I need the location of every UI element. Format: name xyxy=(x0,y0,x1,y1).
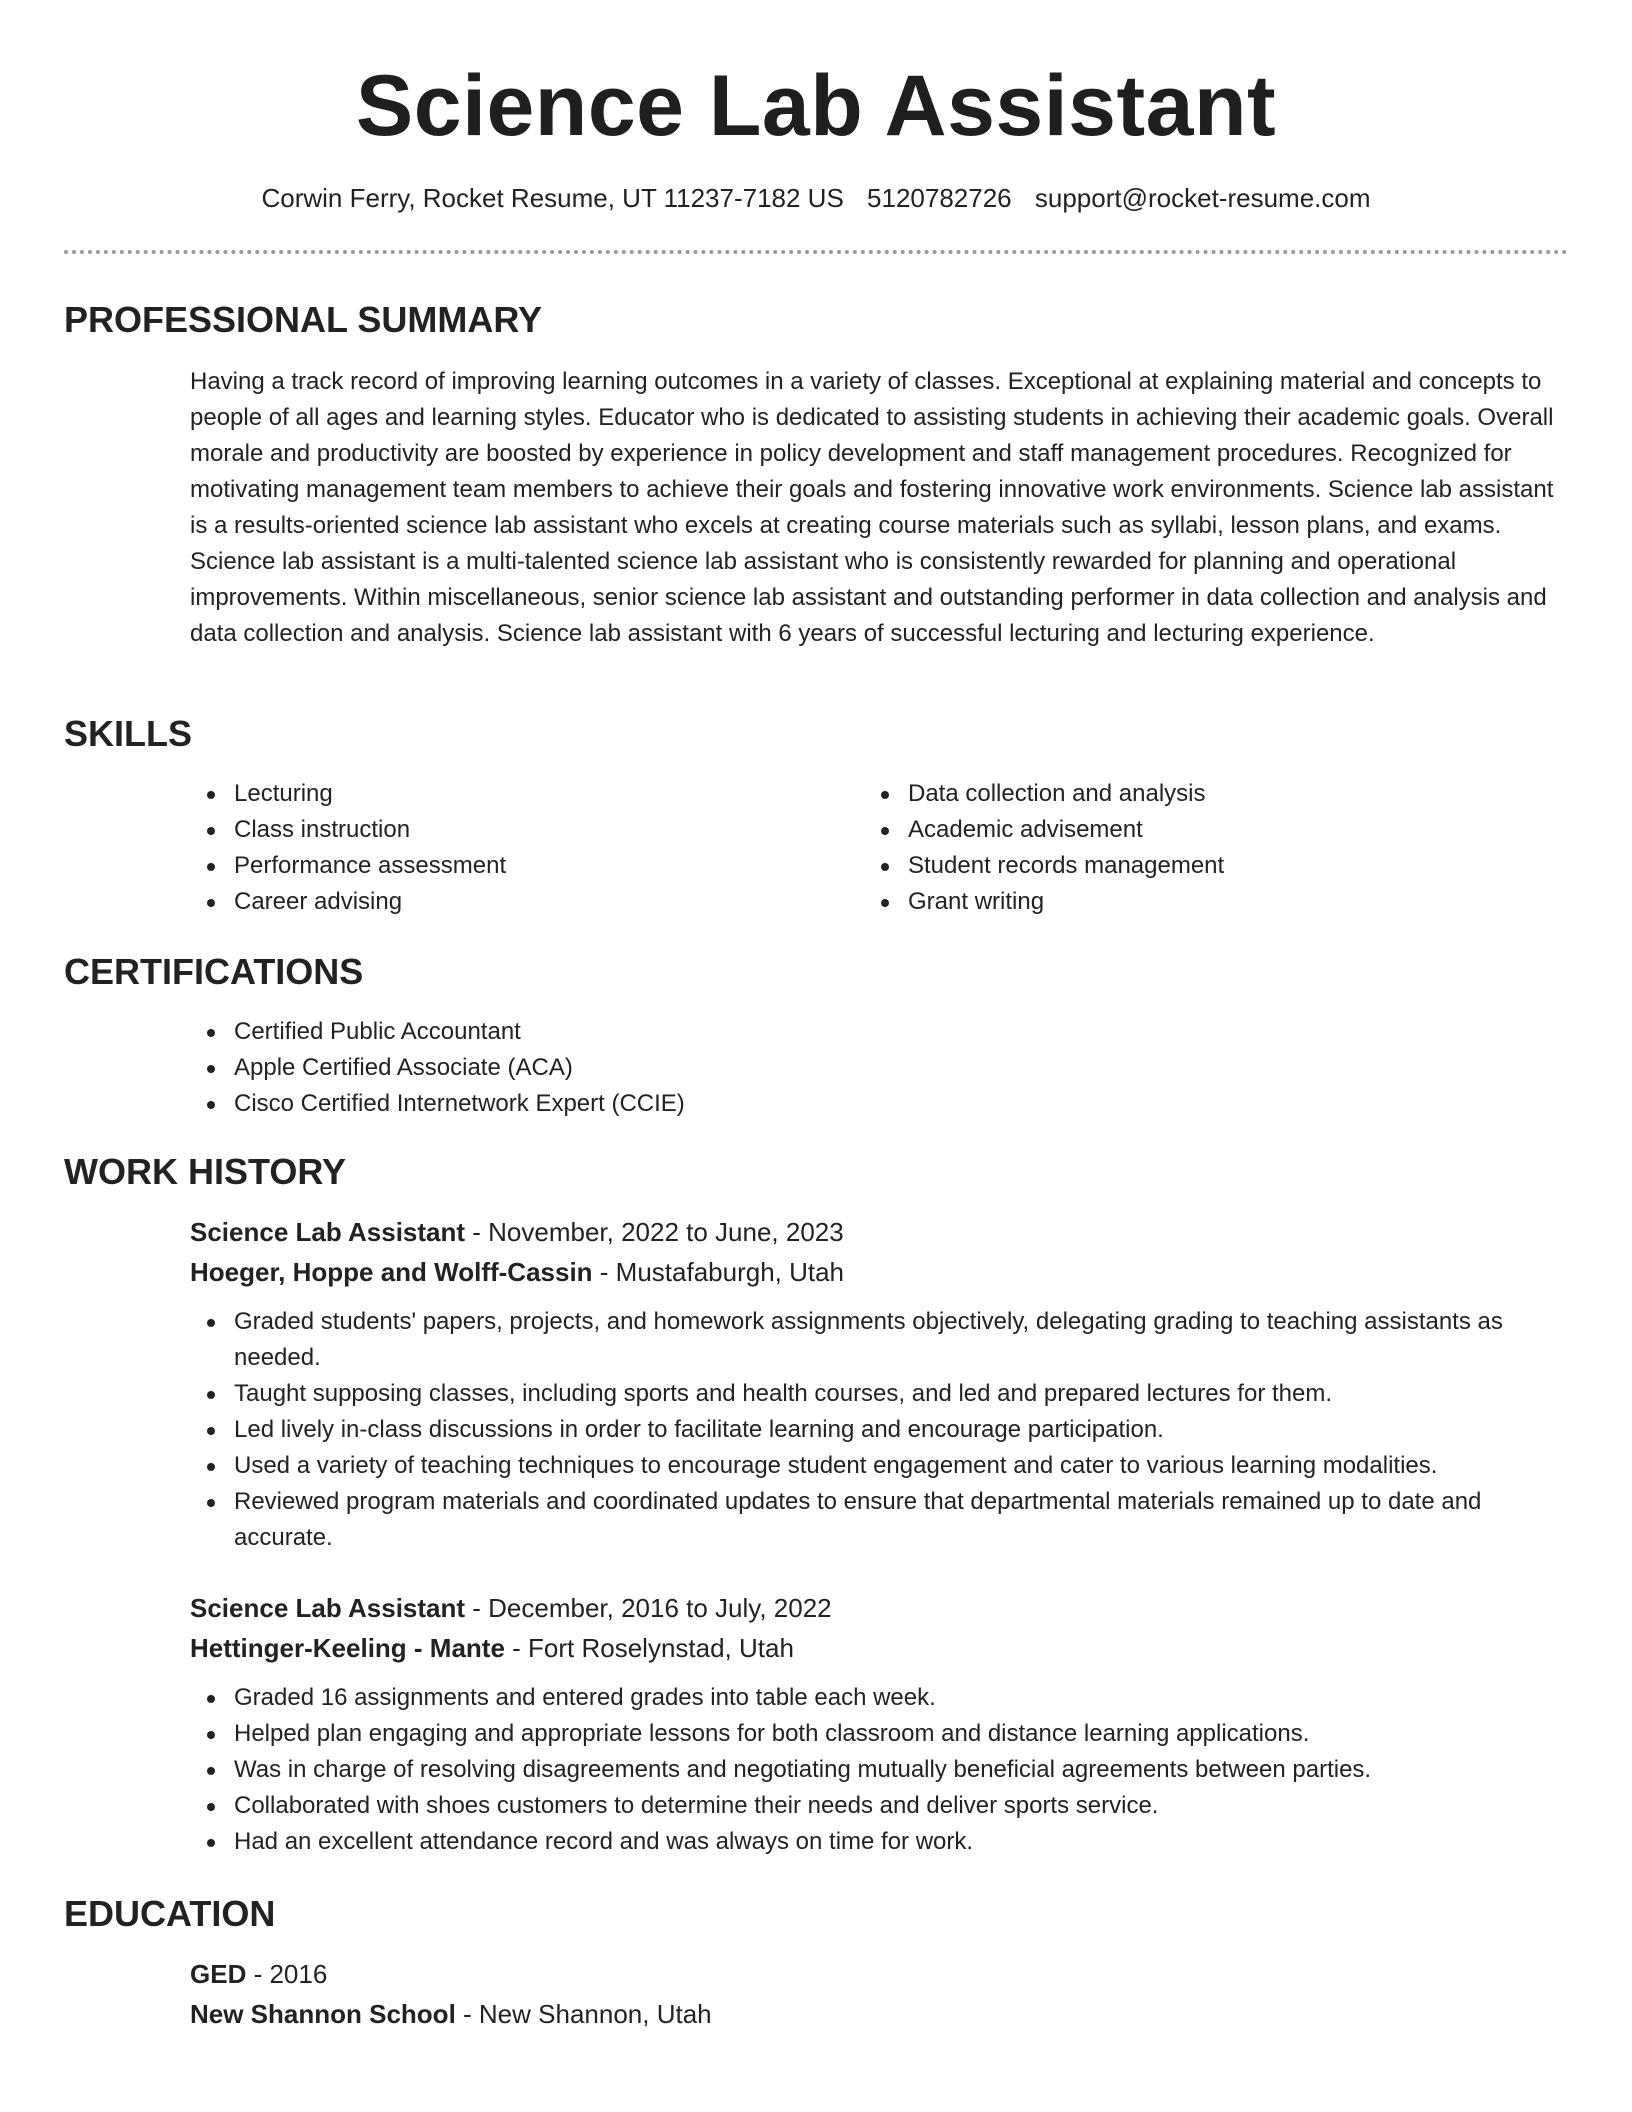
education-heading: EDUCATION xyxy=(64,1893,276,1934)
certification-item: Certified Public Accountant xyxy=(190,1014,1568,1050)
job-location: - Mustafaburgh, Utah xyxy=(592,1257,845,1287)
skill-item: Academic advisement xyxy=(864,812,1524,848)
resume-title: Science Lab Assistant xyxy=(355,58,1277,154)
job-bullet: Had an excellent attendance record and was always on time for work. xyxy=(190,1824,1568,1860)
job-bullet: Taught supposing classes, including sports and health courses, and led and prepared lectures for them. xyxy=(190,1376,1568,1412)
skill-item: Grant writing xyxy=(864,884,1524,920)
job-entry xyxy=(190,1212,1568,1556)
certification-item: Cisco Certified Internetwork Expert (CCIE) xyxy=(190,1086,1568,1122)
job-bullet: Collaborated with shoes customers to determine their needs and deliver sports service. xyxy=(190,1788,1568,1824)
header-divider xyxy=(64,250,1568,254)
job-bullet: Graded 16 assignments and entered grades into table each week. xyxy=(190,1680,1568,1716)
summary-text: Having a track record of improving learning outcomes in a variety of classes. Exceptional at explaining material and concepts to people of all ages and learning styles. Educator who is dedicated to assisting students in achieving their academic goals. Overall morale and productivity are boosted by experience in policy development and staff management procedures. Recognized for motivating management team members to achieve their goals and fostering innovative work environments. Science lab assistant is a results-oriented science lab assistant who excels at creating course materials such as syllabi, lesson plans, and exams. Science lab assistant is a multi-talented science lab assistant who is consistently rewarded for planning and operational improvements. Within miscellaneous, senior science lab assistant and outstanding performer in data collection and analysis and data collection and analysis. Science lab assistant with 6 years of successful lecturing and lecturing experience. xyxy=(190,368,1554,647)
job-location: - Fort Roselynstad, Utah xyxy=(504,1633,794,1663)
job-entry xyxy=(190,1588,1568,1860)
job-company-line xyxy=(190,1628,1568,1668)
certification-item: Apple Certified Associate (ACA) xyxy=(190,1050,1568,1086)
job-bullet: Reviewed program materials and coordinated updates to ensure that departmental materials remained up to date and accurate. xyxy=(190,1484,1568,1556)
skill-item: Student records management xyxy=(864,848,1524,884)
job-bullet: Was in charge of resolving disagreements and negotiating mutually beneficial agreements between parties. xyxy=(190,1752,1568,1788)
skill-item: Performance assessment xyxy=(190,848,850,884)
contact-email[interactable]: support@rocket-resume.com xyxy=(1034,183,1371,213)
job-bullet: Helped plan engaging and appropriate lessons for both classroom and distance learning applications. xyxy=(190,1716,1568,1752)
job-bullet: Led lively in-class discussions in order to facilitate learning and encourage participation. xyxy=(190,1412,1568,1448)
job-company: Hoeger, Hoppe and Wolff-Cassin xyxy=(190,1257,593,1287)
job-company-line xyxy=(190,1252,1568,1292)
job-dates: - November, 2022 to June, 2023 xyxy=(465,1217,844,1247)
education-degree: GED xyxy=(190,1959,247,1989)
education-degree-line xyxy=(190,1954,1568,1994)
certifications-list xyxy=(190,1014,1568,1122)
education-school-line xyxy=(190,1994,1568,2034)
contact-phone: 5120782726 xyxy=(867,183,1012,213)
job-role: Science Lab Assistant xyxy=(190,1593,466,1623)
education-entry xyxy=(190,1954,1568,2034)
job-company: Hettinger-Keeling - Mante xyxy=(190,1633,505,1663)
job-title-line xyxy=(190,1588,1568,1628)
job-bullet: Used a variety of teaching techniques to encourage student engagement and cater to various learning modalities. xyxy=(190,1448,1568,1484)
job-dates: - December, 2016 to July, 2022 xyxy=(465,1593,832,1623)
certifications-heading: CERTIFICATIONS xyxy=(64,951,364,992)
education-location: - New Shannon, Utah xyxy=(455,1999,712,2029)
job-role: Science Lab Assistant xyxy=(190,1217,466,1247)
contact-line xyxy=(64,180,1568,216)
skills-column-left xyxy=(190,776,850,920)
job-title-line xyxy=(190,1212,1568,1252)
job-bullet: Graded students' papers, projects, and homework assignments objectively, delegating grading to teaching assistants as needed. xyxy=(190,1304,1568,1376)
skills-heading: SKILLS xyxy=(64,713,193,754)
contact-address: Corwin Ferry, Rocket Resume, UT 11237-7182 US xyxy=(261,183,844,213)
education-school: New Shannon School xyxy=(190,1999,456,2029)
education-year: - 2016 xyxy=(246,1959,328,1989)
skill-item: Data collection and analysis xyxy=(864,776,1524,812)
work-history-heading: WORK HISTORY xyxy=(64,1151,347,1192)
skill-item: Class instruction xyxy=(190,812,850,848)
skill-item: Lecturing xyxy=(190,776,850,812)
summary-heading: PROFESSIONAL SUMMARY xyxy=(64,299,543,340)
skill-item: Career advising xyxy=(190,884,850,920)
skills-column-right xyxy=(864,776,1524,920)
